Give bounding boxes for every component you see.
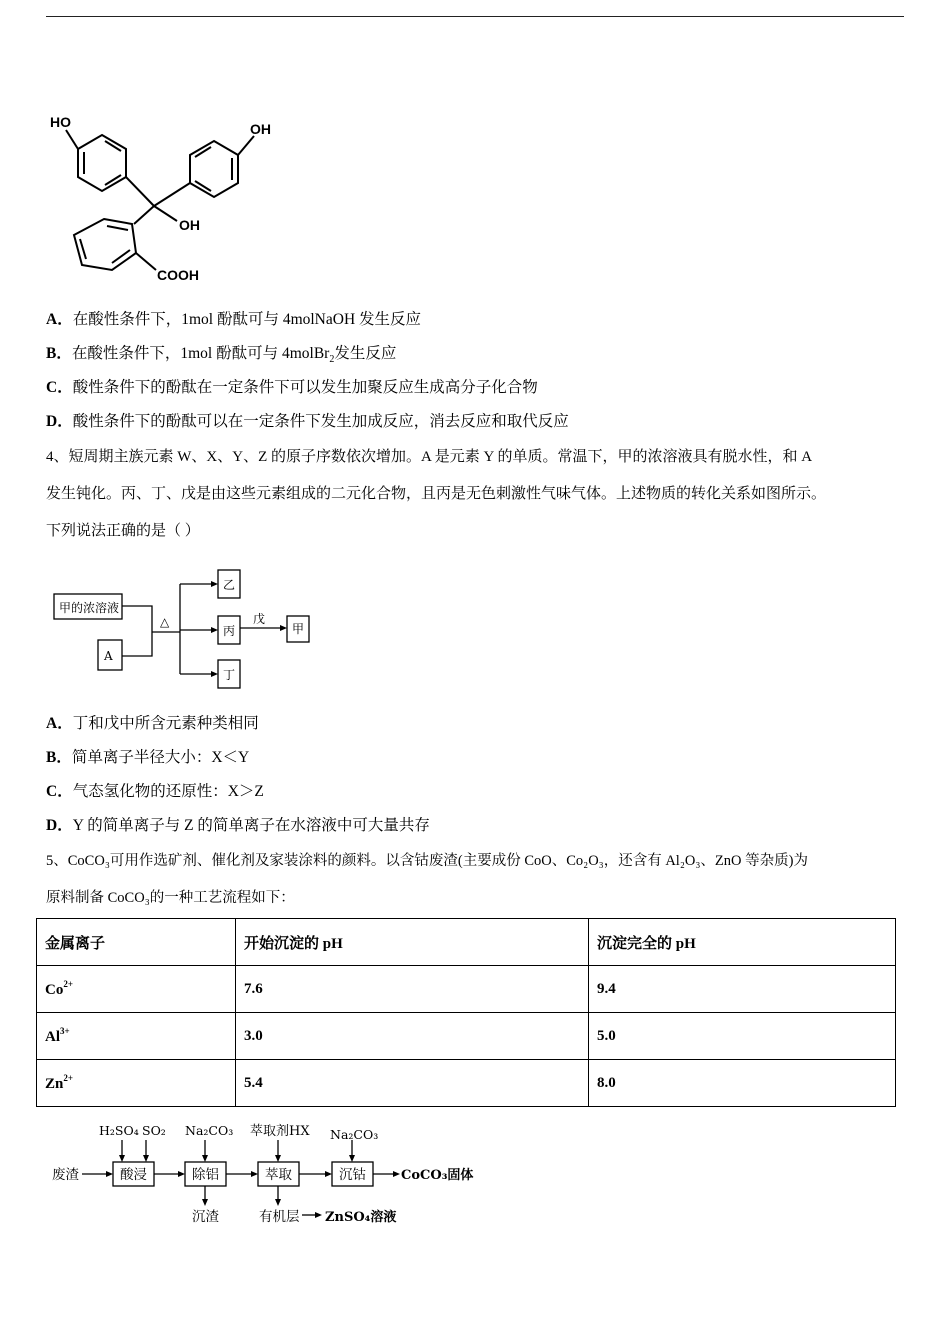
label-wu: 戊 [253, 612, 266, 626]
q3-option-a: A．在酸性条件下，1mol 酚酞可与 4molNaOH 发生反应 [46, 311, 422, 328]
end-ph-cell: 9.4 [589, 966, 896, 1013]
q4-stem-line-3: 下列说法正确的是（ ） [46, 523, 200, 539]
box-yi: 乙 [223, 578, 236, 592]
q3-option-d: D．酸性条件下的酚酞可以在一定条件下发生加成反应，消去反应和取代反应 [46, 413, 569, 430]
q4-option-c: C．气态氢化物的还原性：X＞Z [46, 783, 264, 800]
box-concentrated-solution: 甲的浓溶液 [59, 601, 120, 615]
start-ph-cell: 3.0 [236, 1013, 589, 1060]
table-row [37, 966, 896, 1013]
flow-waste: 废渣 [52, 1167, 79, 1183]
flow-reagent-so2: SO₂ [142, 1123, 166, 1138]
q5-stem-line-1: 5、CoCO₃可用作选矿剂、催化剂及家装涂料的颜料。以含钴废渣(主要成份 CoO、Co₂O₃，还含有 Al₂O₃、ZnO 等杂质)为 [46, 853, 808, 869]
header-rule [46, 16, 904, 17]
table-row [37, 1013, 896, 1060]
q4-option-d: D．Y 的简单离子与 Z 的简单离子在水溶液中可大量共存 [46, 817, 430, 834]
phenolphthalein-structure [44, 108, 294, 288]
table-header-row [37, 919, 896, 966]
flow-precipitate-co: 沉钴 [339, 1167, 366, 1183]
header-ion: 金属离子 [37, 919, 236, 966]
flow-reagent-na2co3-1: Na₂CO₃ [185, 1123, 234, 1138]
ph-table [36, 918, 896, 1107]
end-ph-cell: 8.0 [589, 1060, 896, 1107]
q5-stem-line-2: 原料制备 CoCO₃的一种工艺流程如下： [46, 890, 295, 906]
box-jia: 甲 [292, 622, 305, 636]
q4-option-a: A．丁和戊中所含元素种类相同 [46, 715, 259, 732]
ion-cell: $Al^{3+}$ [37, 1013, 236, 1060]
flow-residue: 沉渣 [192, 1209, 219, 1225]
box-bing: 丙 [223, 624, 236, 638]
q3-option-c: C．酸性条件下的酚酞在一定条件下可以发生加聚反应生成高分子化合物 [46, 379, 538, 396]
q3-option-b: B．在酸性条件下，1mol 酚酞可与 4molBr$_2$发生反应 [46, 345, 397, 366]
box-a: A [104, 649, 113, 663]
q4-reaction-diagram [50, 566, 320, 692]
cooh-label: COOH [157, 267, 199, 283]
box-ding: 丁 [223, 668, 236, 682]
oh-label-right: OH [250, 121, 271, 137]
oh-label-center: OH [179, 217, 200, 233]
start-ph-cell: 5.4 [236, 1060, 589, 1107]
ion-cell: $Co^{2+}$ [37, 966, 236, 1013]
flow-znso4-solution: ZnSO₄溶液 [325, 1210, 397, 1225]
heat-condition: △ [160, 615, 170, 629]
flow-reagent-extractant: 萃取剂HX [250, 1124, 310, 1139]
start-ph-cell: 7.6 [236, 966, 589, 1013]
flow-acid-leach: 酸浸 [120, 1167, 147, 1183]
header-end-ph: 沉淀完全的 pH [589, 919, 896, 966]
flow-extraction: 萃取 [265, 1167, 292, 1183]
q4-stem-line-2: 发生钝化。丙、丁、戊是由这些元素组成的二元化合物，且丙是无色刺激性气味气体。上述物质的转化关系如图所示。 [46, 486, 827, 502]
process-flow-diagram [40, 1118, 490, 1230]
flow-organic-layer: 有机层 [259, 1209, 300, 1225]
flow-remove-al: 除铝 [192, 1167, 219, 1183]
q4-option-b: B．简单离子半径大小：X＜Y [46, 749, 250, 766]
table-row [37, 1060, 896, 1107]
flow-product: CoCO₃固体 [401, 1168, 474, 1183]
ho-label: HO [50, 114, 71, 130]
header-start-ph: 开始沉淀的 pH [236, 919, 589, 966]
end-ph-cell: 5.0 [589, 1013, 896, 1060]
q4-stem-line-1: 4、短周期主族元素 W、X、Y、Z 的原子序数依次增加。A 是元素 Y 的单质。常温下，甲的浓溶液具有脱水性，和 A [46, 449, 813, 465]
flow-reagent-na2co3-2: Na₂CO₃ [330, 1127, 379, 1142]
flow-reagent-h2so4: H₂SO₄ [99, 1123, 139, 1138]
ion-cell: $Zn^{2+}$ [37, 1060, 236, 1107]
